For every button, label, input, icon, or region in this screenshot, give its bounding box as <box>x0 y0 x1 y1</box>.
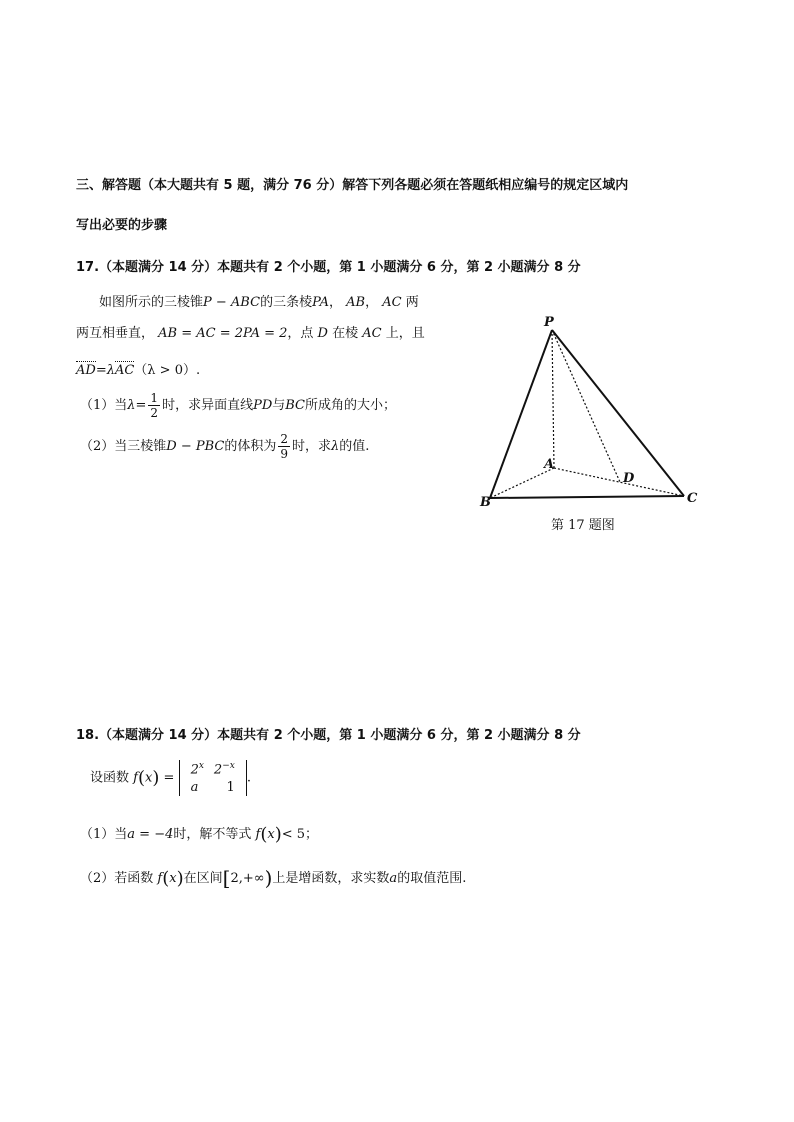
pyramid-figure <box>470 310 710 540</box>
q17-line2: 两互相垂直， AB = AC = 2PA = 2，点 D 在棱 AC 上，且 <box>76 326 425 341</box>
determinant: 2$^x$ $2^{-x}$ a 1 <box>179 760 247 796</box>
edge-pd <box>552 330 620 482</box>
label-a: A <box>544 457 555 472</box>
q17-line1: 如图所示的三棱锥P − ABC的三条棱PA， AB， AC 两 <box>99 295 419 310</box>
edge-pc <box>552 330 684 496</box>
label-b: B <box>480 495 491 510</box>
q18-header: 18.（本题满分 14 分）本题共有 2 个小题，第 1 小题满分 6 分，第 2 小题满分 8 分 <box>76 728 581 743</box>
label-d: D <box>623 471 635 486</box>
section-heading: 三、解答题（本大题共有 5 题，满分 76 分）解答下列各题必须在答题纸相应编号的规定区域内 <box>76 178 629 193</box>
q17-part1: （1）当λ= $\frac{1}{2}$ 时，求异面直线PD与BC所成角的大小； <box>80 391 397 420</box>
section-heading-cont: 写出必要的步骤 <box>76 218 168 233</box>
vector-ad: AD <box>76 363 96 378</box>
q18-part2: （2）若函数 f(x)在区间[2,+∞)上是增函数，求实数a的取值范围. <box>80 866 467 890</box>
edge-bc <box>490 496 684 498</box>
label-c: C <box>687 491 698 506</box>
q18-part1: （1）当a = −4时，解不等式 f(x)< 5； <box>80 824 319 845</box>
label-p: P <box>544 315 554 330</box>
q17-line3: AD=λAC（λ > 0）. <box>76 363 201 378</box>
figure-caption: 第 17 题图 <box>551 518 615 533</box>
fraction-one-half: $\frac{1}{2}$ <box>150 391 159 420</box>
vector-ac: AC <box>114 363 135 378</box>
q17-header: 17.（本题满分 14 分）本题共有 2 个小题，第 1 小题满分 6 分，第 2 小题满分 8 分 <box>76 260 581 275</box>
q17-part2: （2）当三棱锥D − PBC的体积为 $\frac{2}{9}$ 时，求λ的值. <box>80 432 370 461</box>
fraction-two-ninths: $\frac{2}{9}$ <box>280 432 289 461</box>
q18-definition: 设函数 f(x) = 2$^x$ $2^{-x}$ a 1 . <box>90 761 251 795</box>
edge-pa <box>552 330 554 468</box>
